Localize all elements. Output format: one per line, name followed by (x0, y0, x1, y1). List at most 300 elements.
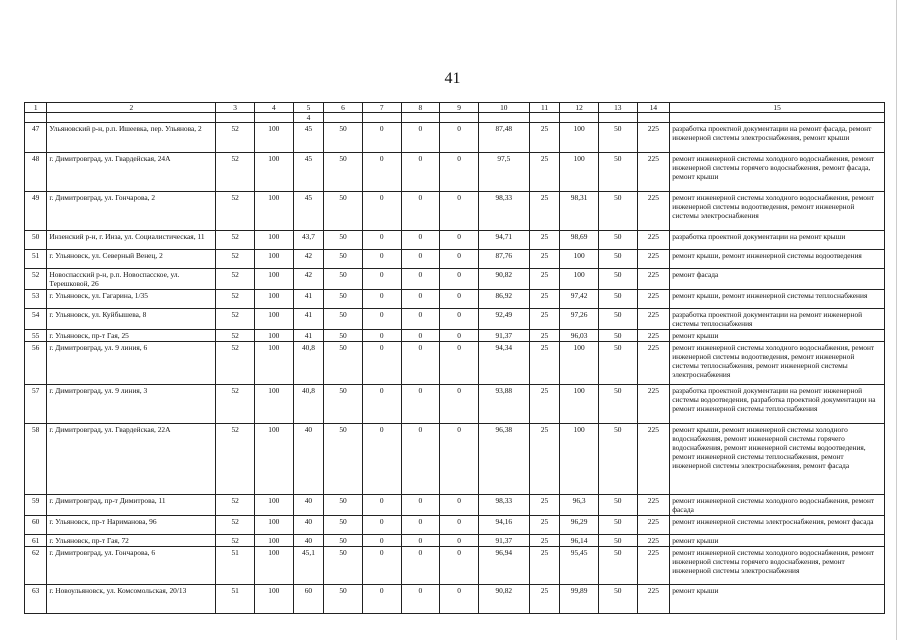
table-row (25, 290, 885, 309)
value-cell: 96,14 (560, 535, 599, 547)
subheader-row (25, 113, 885, 123)
table-row (25, 250, 885, 269)
value-cell: 52 (216, 123, 255, 153)
value-cell: 87,76 (478, 250, 529, 269)
subheader-cell (637, 113, 670, 123)
value-cell: 0 (440, 585, 479, 614)
value-cell: 50 (598, 290, 637, 309)
value-cell: 50 (598, 231, 637, 250)
value-cell: 50 (598, 424, 637, 495)
value-cell: 100 (254, 192, 293, 231)
value-cell: 100 (254, 516, 293, 535)
value-cell: 25 (529, 385, 560, 424)
value-cell: 45,1 (293, 547, 324, 585)
value-cell: 25 (529, 290, 560, 309)
header-cell: 4 (254, 103, 293, 113)
value-cell: 225 (637, 330, 670, 342)
value-cell: 0 (362, 123, 401, 153)
subheader-cell (25, 113, 47, 123)
value-cell: 50 (324, 123, 363, 153)
value-cell: 52 (216, 342, 255, 385)
address-cell: г. Ульяновск, пр-т Гая, 72 (47, 535, 216, 547)
value-cell: 0 (401, 495, 440, 516)
value-cell: 52 (216, 153, 255, 192)
value-cell: 50 (324, 153, 363, 192)
row-number-cell: 63 (25, 585, 47, 614)
value-cell: 0 (362, 385, 401, 424)
header-cell: 15 (670, 103, 885, 113)
value-cell: 50 (324, 495, 363, 516)
header-cell: 11 (529, 103, 560, 113)
address-cell: г. Новоульяновск, ул. Комсомольская, 20/13 (47, 585, 216, 614)
value-cell: 0 (362, 192, 401, 231)
value-cell: 0 (401, 123, 440, 153)
value-cell: 52 (216, 309, 255, 330)
value-cell: 0 (362, 290, 401, 309)
value-cell: 100 (560, 385, 599, 424)
capital-repair-table (24, 102, 885, 614)
value-cell: 100 (560, 342, 599, 385)
value-cell: 50 (324, 231, 363, 250)
value-cell: 0 (401, 231, 440, 250)
value-cell: 100 (560, 424, 599, 495)
value-cell: 0 (440, 153, 479, 192)
value-cell: 90,82 (478, 585, 529, 614)
table-row (25, 535, 885, 547)
address-cell: г. Димитровград, ул. 9 линия, 3 (47, 385, 216, 424)
header-cell: 14 (637, 103, 670, 113)
value-cell: 50 (324, 535, 363, 547)
value-cell: 50 (598, 547, 637, 585)
works-cell: ремонт крыши (670, 535, 885, 547)
header-cell: 13 (598, 103, 637, 113)
value-cell: 51 (216, 547, 255, 585)
value-cell: 0 (401, 385, 440, 424)
value-cell: 0 (440, 231, 479, 250)
value-cell: 225 (637, 342, 670, 385)
subheader-cell (324, 113, 363, 123)
value-cell: 0 (401, 153, 440, 192)
value-cell: 98,33 (478, 192, 529, 231)
value-cell: 40 (293, 516, 324, 535)
value-cell: 0 (362, 231, 401, 250)
works-cell: ремонт инженерной системы холодного водоснабжения, ремонт инженерной системы водоотведения, ремонт инженерной системы электроснабжения (670, 192, 885, 231)
subheader-cell (440, 113, 479, 123)
table-row (25, 192, 885, 231)
value-cell: 0 (440, 535, 479, 547)
value-cell: 0 (440, 290, 479, 309)
works-cell: ремонт крыши (670, 330, 885, 342)
value-cell: 0 (362, 424, 401, 495)
value-cell: 98,69 (560, 231, 599, 250)
address-cell: г. Димитровград, ул. Гвардейская, 24А (47, 153, 216, 192)
value-cell: 60 (293, 585, 324, 614)
table-row (25, 231, 885, 250)
table-row (25, 424, 885, 495)
value-cell: 225 (637, 385, 670, 424)
address-cell: г. Димитровград, пр-т Димитрова, 11 (47, 495, 216, 516)
value-cell: 52 (216, 495, 255, 516)
header-row (25, 103, 885, 113)
value-cell: 50 (598, 269, 637, 290)
value-cell: 96,94 (478, 547, 529, 585)
value-cell: 50 (598, 192, 637, 231)
value-cell: 42 (293, 269, 324, 290)
value-cell: 0 (362, 585, 401, 614)
value-cell: 25 (529, 250, 560, 269)
value-cell: 0 (401, 342, 440, 385)
value-cell: 52 (216, 330, 255, 342)
value-cell: 0 (401, 269, 440, 290)
value-cell: 25 (529, 424, 560, 495)
works-cell: ремонт инженерной системы холодного водоснабжения, ремонт инженерной системы горячего водоснабжения, ремонт инженерной системы электроснабжения (670, 547, 885, 585)
value-cell: 52 (216, 192, 255, 231)
row-number-cell: 55 (25, 330, 47, 342)
row-number-cell: 62 (25, 547, 47, 585)
subheader-cell (401, 113, 440, 123)
value-cell: 100 (254, 547, 293, 585)
value-cell: 0 (401, 516, 440, 535)
works-cell: ремонт инженерной системы холодного водоснабжения, ремонт фасада (670, 495, 885, 516)
value-cell: 0 (440, 342, 479, 385)
row-number-cell: 50 (25, 231, 47, 250)
value-cell: 225 (637, 424, 670, 495)
value-cell: 51 (216, 585, 255, 614)
table-row (25, 385, 885, 424)
value-cell: 100 (254, 269, 293, 290)
value-cell: 0 (440, 330, 479, 342)
value-cell: 92,49 (478, 309, 529, 330)
value-cell: 45 (293, 192, 324, 231)
value-cell: 0 (401, 424, 440, 495)
value-cell: 50 (598, 153, 637, 192)
value-cell: 225 (637, 192, 670, 231)
value-cell: 100 (254, 123, 293, 153)
value-cell: 94,71 (478, 231, 529, 250)
value-cell: 0 (362, 342, 401, 385)
subheader-cell (216, 113, 255, 123)
value-cell: 96,03 (560, 330, 599, 342)
value-cell: 50 (598, 342, 637, 385)
value-cell: 50 (324, 330, 363, 342)
row-number-cell: 47 (25, 123, 47, 153)
header-cell: 3 (216, 103, 255, 113)
address-cell: г. Димитровград, ул. 9 линия, 6 (47, 342, 216, 385)
value-cell: 52 (216, 269, 255, 290)
value-cell: 0 (440, 192, 479, 231)
value-cell: 225 (637, 495, 670, 516)
value-cell: 0 (401, 547, 440, 585)
value-cell: 50 (324, 547, 363, 585)
value-cell: 0 (362, 269, 401, 290)
works-cell: ремонт инженерной системы холодного водоснабжения, ремонт инженерной системы водоотведения, ремонт инженерной системы теплоснабжения, ремонт инженерной системы электроснабжения (670, 342, 885, 385)
value-cell: 100 (254, 330, 293, 342)
header-cell: 7 (362, 103, 401, 113)
value-cell: 52 (216, 516, 255, 535)
value-cell: 0 (362, 309, 401, 330)
value-cell: 45 (293, 153, 324, 192)
value-cell: 100 (254, 585, 293, 614)
value-cell: 50 (598, 385, 637, 424)
row-number-cell: 51 (25, 250, 47, 269)
value-cell: 225 (637, 309, 670, 330)
subheader-cell (47, 113, 216, 123)
value-cell: 96,29 (560, 516, 599, 535)
works-cell: ремонт крыши (670, 585, 885, 614)
value-cell: 0 (440, 495, 479, 516)
value-cell: 100 (560, 269, 599, 290)
value-cell: 100 (254, 424, 293, 495)
value-cell: 87,48 (478, 123, 529, 153)
value-cell: 25 (529, 516, 560, 535)
value-cell: 25 (529, 342, 560, 385)
value-cell: 91,37 (478, 330, 529, 342)
value-cell: 0 (440, 385, 479, 424)
value-cell: 93,88 (478, 385, 529, 424)
scan-edge-line (896, 0, 897, 640)
works-cell: разработка проектной документации на ремонт крыши (670, 231, 885, 250)
value-cell: 100 (254, 309, 293, 330)
value-cell: 100 (254, 231, 293, 250)
value-cell: 100 (254, 495, 293, 516)
address-cell: г. Димитровград, ул. Гвардейская, 22А (47, 424, 216, 495)
value-cell: 225 (637, 585, 670, 614)
row-number-cell: 60 (25, 516, 47, 535)
value-cell: 0 (362, 495, 401, 516)
value-cell: 50 (598, 309, 637, 330)
value-cell: 41 (293, 330, 324, 342)
value-cell: 225 (637, 290, 670, 309)
value-cell: 225 (637, 516, 670, 535)
value-cell: 50 (598, 495, 637, 516)
works-cell: ремонт крыши, ремонт инженерной системы водоотведения (670, 250, 885, 269)
value-cell: 0 (362, 250, 401, 269)
value-cell: 52 (216, 424, 255, 495)
value-cell: 0 (401, 192, 440, 231)
value-cell: 0 (401, 290, 440, 309)
value-cell: 225 (637, 231, 670, 250)
value-cell: 52 (216, 385, 255, 424)
value-cell: 0 (401, 250, 440, 269)
address-cell: Новоспасский р-н, р.п. Новоспасское, ул. Терешковой, 26 (47, 269, 216, 290)
value-cell: 50 (598, 330, 637, 342)
value-cell: 50 (598, 585, 637, 614)
value-cell: 100 (560, 153, 599, 192)
table-row (25, 516, 885, 535)
subheader-cell (560, 113, 599, 123)
header-cell: 10 (478, 103, 529, 113)
works-cell: ремонт фасада (670, 269, 885, 290)
value-cell: 50 (324, 250, 363, 269)
value-cell: 100 (560, 123, 599, 153)
table-row (25, 153, 885, 192)
value-cell: 40,8 (293, 342, 324, 385)
value-cell: 25 (529, 585, 560, 614)
value-cell: 0 (440, 269, 479, 290)
value-cell: 98,33 (478, 495, 529, 516)
value-cell: 97,5 (478, 153, 529, 192)
subheader-cell (670, 113, 885, 123)
value-cell: 40 (293, 495, 324, 516)
value-cell: 50 (324, 516, 363, 535)
subheader-cell (598, 113, 637, 123)
value-cell: 40,8 (293, 385, 324, 424)
value-cell: 0 (362, 547, 401, 585)
value-cell: 225 (637, 250, 670, 269)
value-cell: 0 (440, 516, 479, 535)
works-cell: ремонт крыши, ремонт инженерной системы теплоснабжения (670, 290, 885, 309)
address-cell: г. Ульяновск, ул. Северный Венец, 2 (47, 250, 216, 269)
row-number-cell: 49 (25, 192, 47, 231)
table-row (25, 123, 885, 153)
row-number-cell: 54 (25, 309, 47, 330)
subheader-cell: 4 (293, 113, 324, 123)
value-cell: 52 (216, 290, 255, 309)
value-cell: 225 (637, 547, 670, 585)
value-cell: 0 (362, 330, 401, 342)
value-cell: 98,31 (560, 192, 599, 231)
value-cell: 50 (324, 269, 363, 290)
value-cell: 96,38 (478, 424, 529, 495)
value-cell: 99,89 (560, 585, 599, 614)
value-cell: 50 (598, 535, 637, 547)
value-cell: 91,37 (478, 535, 529, 547)
value-cell: 43,7 (293, 231, 324, 250)
value-cell: 25 (529, 330, 560, 342)
row-number-cell: 53 (25, 290, 47, 309)
value-cell: 225 (637, 269, 670, 290)
value-cell: 50 (324, 309, 363, 330)
value-cell: 0 (362, 153, 401, 192)
value-cell: 50 (324, 342, 363, 385)
value-cell: 25 (529, 123, 560, 153)
value-cell: 0 (440, 250, 479, 269)
value-cell: 0 (401, 330, 440, 342)
row-number-cell: 57 (25, 385, 47, 424)
address-cell: г. Ульяновск, ул. Куйбышева, 8 (47, 309, 216, 330)
table-row (25, 495, 885, 516)
row-number-cell: 48 (25, 153, 47, 192)
value-cell: 50 (324, 290, 363, 309)
table-row (25, 269, 885, 290)
header-cell: 5 (293, 103, 324, 113)
row-number-cell: 52 (25, 269, 47, 290)
value-cell: 25 (529, 269, 560, 290)
row-number-cell: 58 (25, 424, 47, 495)
value-cell: 100 (254, 153, 293, 192)
header-cell: 2 (47, 103, 216, 113)
value-cell: 95,45 (560, 547, 599, 585)
address-cell: Ульяновский р-н, р.п. Ишеевка, пер. Ульянова, 2 (47, 123, 216, 153)
value-cell: 42 (293, 250, 324, 269)
header-cell: 9 (440, 103, 479, 113)
value-cell: 100 (254, 342, 293, 385)
works-cell: ремонт инженерной системы электроснабжения, ремонт фасада (670, 516, 885, 535)
table-row (25, 309, 885, 330)
value-cell: 25 (529, 231, 560, 250)
row-number-cell: 59 (25, 495, 47, 516)
value-cell: 94,16 (478, 516, 529, 535)
value-cell: 0 (440, 123, 479, 153)
works-cell: разработка проектной документации на ремонт фасада, ремонт инженерной системы электроснабжения, ремонт крыши (670, 123, 885, 153)
value-cell: 0 (440, 309, 479, 330)
value-cell: 225 (637, 535, 670, 547)
value-cell: 25 (529, 309, 560, 330)
value-cell: 50 (598, 516, 637, 535)
value-cell: 41 (293, 309, 324, 330)
header-cell: 1 (25, 103, 47, 113)
works-cell: разработка проектной документации на ремонт инженерной системы водоотведения, разработка проектной документации на ремонт инженерной системы теплоснабжения (670, 385, 885, 424)
value-cell: 100 (254, 250, 293, 269)
value-cell: 0 (362, 516, 401, 535)
value-cell: 96,3 (560, 495, 599, 516)
works-cell: ремонт инженерной системы холодного водоснабжения, ремонт инженерной системы горячего водоснабжения, ремонт фасада, ремонт крыши (670, 153, 885, 192)
address-cell: г. Ульяновск, пр-т Нариманова, 96 (47, 516, 216, 535)
page-number: 41 (444, 70, 461, 87)
value-cell: 0 (401, 535, 440, 547)
works-cell: ремонт крыши, ремонт инженерной системы холодного водоснабжения, ремонт инженерной системы горячего водоснабжения, ремонт инженерной системы водоотведения, ремонт инженерной системы теплоснабжения, ремонт инженерной системы электроснабжения, ремонт фасада (670, 424, 885, 495)
value-cell: 50 (324, 585, 363, 614)
value-cell: 50 (598, 123, 637, 153)
value-cell: 52 (216, 231, 255, 250)
value-cell: 25 (529, 495, 560, 516)
subheader-cell (254, 113, 293, 123)
table-row (25, 330, 885, 342)
subheader-cell (529, 113, 560, 123)
address-cell: г. Ульяновск, пр-т Гая, 25 (47, 330, 216, 342)
works-cell: разработка проектной документации на ремонт инженерной системы теплоснабжения (670, 309, 885, 330)
value-cell: 100 (254, 290, 293, 309)
value-cell: 40 (293, 535, 324, 547)
value-cell: 100 (254, 535, 293, 547)
table-row (25, 342, 885, 385)
value-cell: 52 (216, 250, 255, 269)
value-cell: 100 (560, 250, 599, 269)
value-cell: 0 (440, 424, 479, 495)
header-cell: 12 (560, 103, 599, 113)
value-cell: 25 (529, 547, 560, 585)
value-cell: 25 (529, 535, 560, 547)
value-cell: 50 (324, 424, 363, 495)
value-cell: 52 (216, 535, 255, 547)
value-cell: 50 (324, 385, 363, 424)
value-cell: 97,42 (560, 290, 599, 309)
value-cell: 50 (324, 192, 363, 231)
value-cell: 25 (529, 153, 560, 192)
address-cell: г. Ульяновск, ул. Гагарина, 1/35 (47, 290, 216, 309)
table-row (25, 585, 885, 614)
value-cell: 0 (401, 585, 440, 614)
value-cell: 225 (637, 153, 670, 192)
header-cell: 6 (324, 103, 363, 113)
header-cell: 8 (401, 103, 440, 113)
row-number-cell: 56 (25, 342, 47, 385)
value-cell: 40 (293, 424, 324, 495)
value-cell: 50 (598, 250, 637, 269)
value-cell: 0 (401, 309, 440, 330)
value-cell: 86,92 (478, 290, 529, 309)
value-cell: 225 (637, 123, 670, 153)
value-cell: 94,34 (478, 342, 529, 385)
value-cell: 45 (293, 123, 324, 153)
address-cell: г. Димитровград, ул. Гончарова, 6 (47, 547, 216, 585)
value-cell: 90,82 (478, 269, 529, 290)
row-number-cell: 61 (25, 535, 47, 547)
value-cell: 100 (254, 385, 293, 424)
address-cell: г. Димитровград, ул. Гончарова, 2 (47, 192, 216, 231)
subheader-cell (478, 113, 529, 123)
value-cell: 0 (440, 547, 479, 585)
